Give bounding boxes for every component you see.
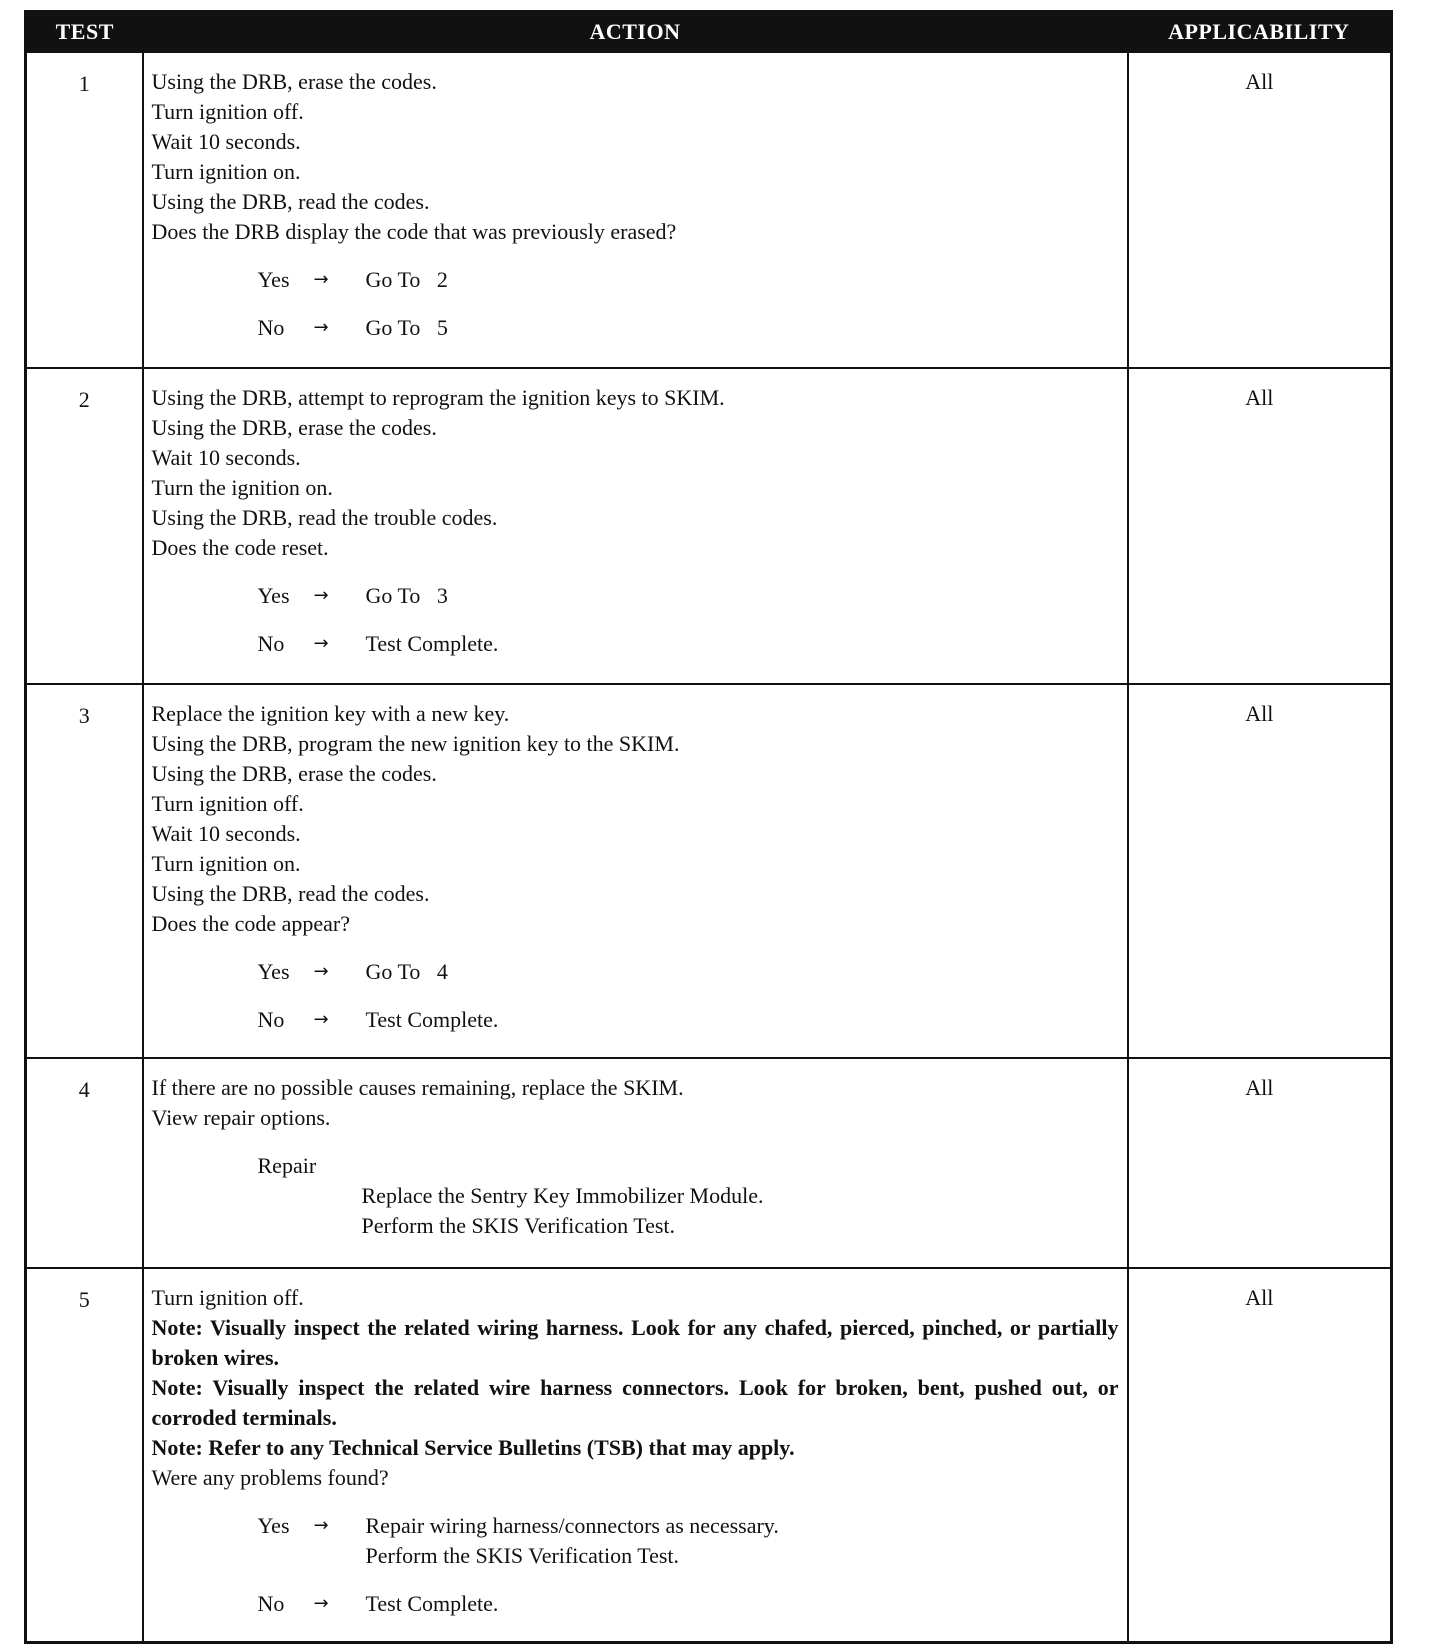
- action-cell: [143, 684, 1128, 1058]
- applicability-cell: All: [1128, 52, 1392, 368]
- action-line: If there are no possible causes remaining, replace the SKIM.: [151, 1075, 684, 1100]
- yes-option: [258, 265, 1119, 295]
- action-cell: [143, 52, 1128, 368]
- action-line: Using the DRB, read the codes.: [151, 189, 430, 214]
- action-line: View repair options.: [151, 1105, 331, 1130]
- no-label: No: [257, 1007, 285, 1032]
- yes-label: Yes: [257, 1513, 290, 1538]
- applicability-cell: All: [1128, 684, 1392, 1058]
- yes-option: [258, 1511, 1119, 1571]
- right-arrow-icon: →: [313, 1593, 329, 1614]
- no-label: No: [257, 1591, 285, 1616]
- answer-options: [152, 957, 1119, 1035]
- right-arrow-icon: →: [313, 633, 329, 654]
- no-result: Test Complete.: [365, 1007, 499, 1032]
- yes-option: [258, 581, 1119, 611]
- repair-item: Perform the SKIS Verification Test.: [361, 1213, 676, 1238]
- answer-options: [152, 1511, 1119, 1619]
- right-arrow-icon: →: [313, 317, 329, 338]
- diagnostic-test-table: [24, 10, 1393, 1644]
- action-line: Using the DRB, erase the codes.: [151, 69, 437, 94]
- no-label: No: [257, 315, 285, 340]
- no-option: [258, 313, 1119, 343]
- yes-option: [258, 957, 1119, 987]
- action-line: Wait 10 seconds.: [151, 445, 301, 470]
- test-number: 3: [26, 684, 143, 1058]
- table-row: [26, 368, 1392, 684]
- right-arrow-icon: →: [313, 269, 329, 290]
- header-applicability: APPLICABILITY: [1128, 12, 1392, 53]
- yes-label: Yes: [257, 583, 290, 608]
- yes-label: Yes: [257, 267, 290, 292]
- yes-label: Yes: [257, 959, 290, 984]
- repair-options: [152, 1151, 1119, 1241]
- action-line: Wait 10 seconds.: [151, 129, 301, 154]
- action-line: Does the code appear?: [151, 911, 351, 936]
- header-test: TEST: [26, 12, 143, 53]
- action-line: Using the DRB, attempt to reprogram the ignition keys to SKIM.: [151, 385, 725, 410]
- action-line: Were any problems found?: [151, 1465, 389, 1490]
- test-number: 1: [26, 52, 143, 368]
- repair-items: [258, 1181, 1119, 1241]
- answer-options: [152, 581, 1119, 659]
- table-row: [26, 1268, 1392, 1643]
- action-line: Does the code reset.: [151, 535, 329, 560]
- no-option: [258, 629, 1119, 659]
- action-cell: [143, 368, 1128, 684]
- answer-options: [152, 265, 1119, 343]
- action-line: Replace the ignition key with a new key.: [151, 701, 510, 726]
- no-option: [258, 1005, 1119, 1035]
- yes-result: Go To 2: [365, 267, 448, 292]
- note-text: Note: Refer to any Technical Service Bulletins (TSB) that may apply.: [151, 1435, 795, 1460]
- yes-result: Repair wiring harness/connectors as necessary. Perform the SKIS Verification Test.: [365, 1513, 779, 1568]
- action-line: Using the DRB, read the trouble codes.: [151, 505, 498, 530]
- action-line: Turn ignition on.: [151, 851, 301, 876]
- note-text: Note: Visually inspect the related wiring harness. Look for any chafed, pierced, pinched, or partially broken wires.: [151, 1315, 1119, 1370]
- action-line: Turn the ignition on.: [151, 475, 333, 500]
- action-line: Turn ignition off.: [151, 99, 304, 124]
- note-text: Note: Visually inspect the related wire harness connectors. Look for broken, bent, pushed out, or corroded terminals.: [151, 1375, 1119, 1430]
- action-line: Using the DRB, program the new ignition key to the SKIM.: [151, 731, 680, 756]
- test-number: 4: [26, 1058, 143, 1268]
- action-line: Wait 10 seconds.: [151, 821, 301, 846]
- action-line: Using the DRB, erase the codes.: [151, 761, 437, 786]
- action-line: Using the DRB, erase the codes.: [151, 415, 437, 440]
- no-result: Go To 5: [365, 315, 448, 340]
- header-action: ACTION: [143, 12, 1128, 53]
- no-option: [258, 1589, 1119, 1619]
- yes-result: Go To 4: [365, 959, 448, 984]
- test-number: 2: [26, 368, 143, 684]
- table-row: [26, 684, 1392, 1058]
- action-line: Turn ignition on.: [151, 159, 301, 184]
- action-line: Using the DRB, read the codes.: [151, 881, 430, 906]
- no-label: No: [257, 631, 285, 656]
- table-header-row: [26, 12, 1392, 53]
- action-line: Turn ignition off.: [151, 1285, 304, 1310]
- right-arrow-icon: →: [313, 961, 329, 982]
- action-line: Does the DRB display the code that was previously erased?: [151, 219, 677, 244]
- action-line: Turn ignition off.: [151, 791, 304, 816]
- table-row: [26, 1058, 1392, 1268]
- no-result: Test Complete.: [365, 631, 499, 656]
- table-row: [26, 52, 1392, 368]
- applicability-cell: All: [1128, 1268, 1392, 1643]
- test-number: 5: [26, 1268, 143, 1643]
- repair-label: Repair: [257, 1153, 317, 1178]
- repair-item: Replace the Sentry Key Immobilizer Module.: [361, 1183, 764, 1208]
- right-arrow-icon: →: [313, 1009, 329, 1030]
- right-arrow-icon: →: [313, 1515, 329, 1536]
- yes-result: Go To 3: [365, 583, 448, 608]
- applicability-cell: All: [1128, 368, 1392, 684]
- right-arrow-icon: →: [313, 585, 329, 606]
- action-cell: [143, 1058, 1128, 1268]
- action-cell: [143, 1268, 1128, 1643]
- no-result: Test Complete.: [365, 1591, 499, 1616]
- applicability-cell: All: [1128, 1058, 1392, 1268]
